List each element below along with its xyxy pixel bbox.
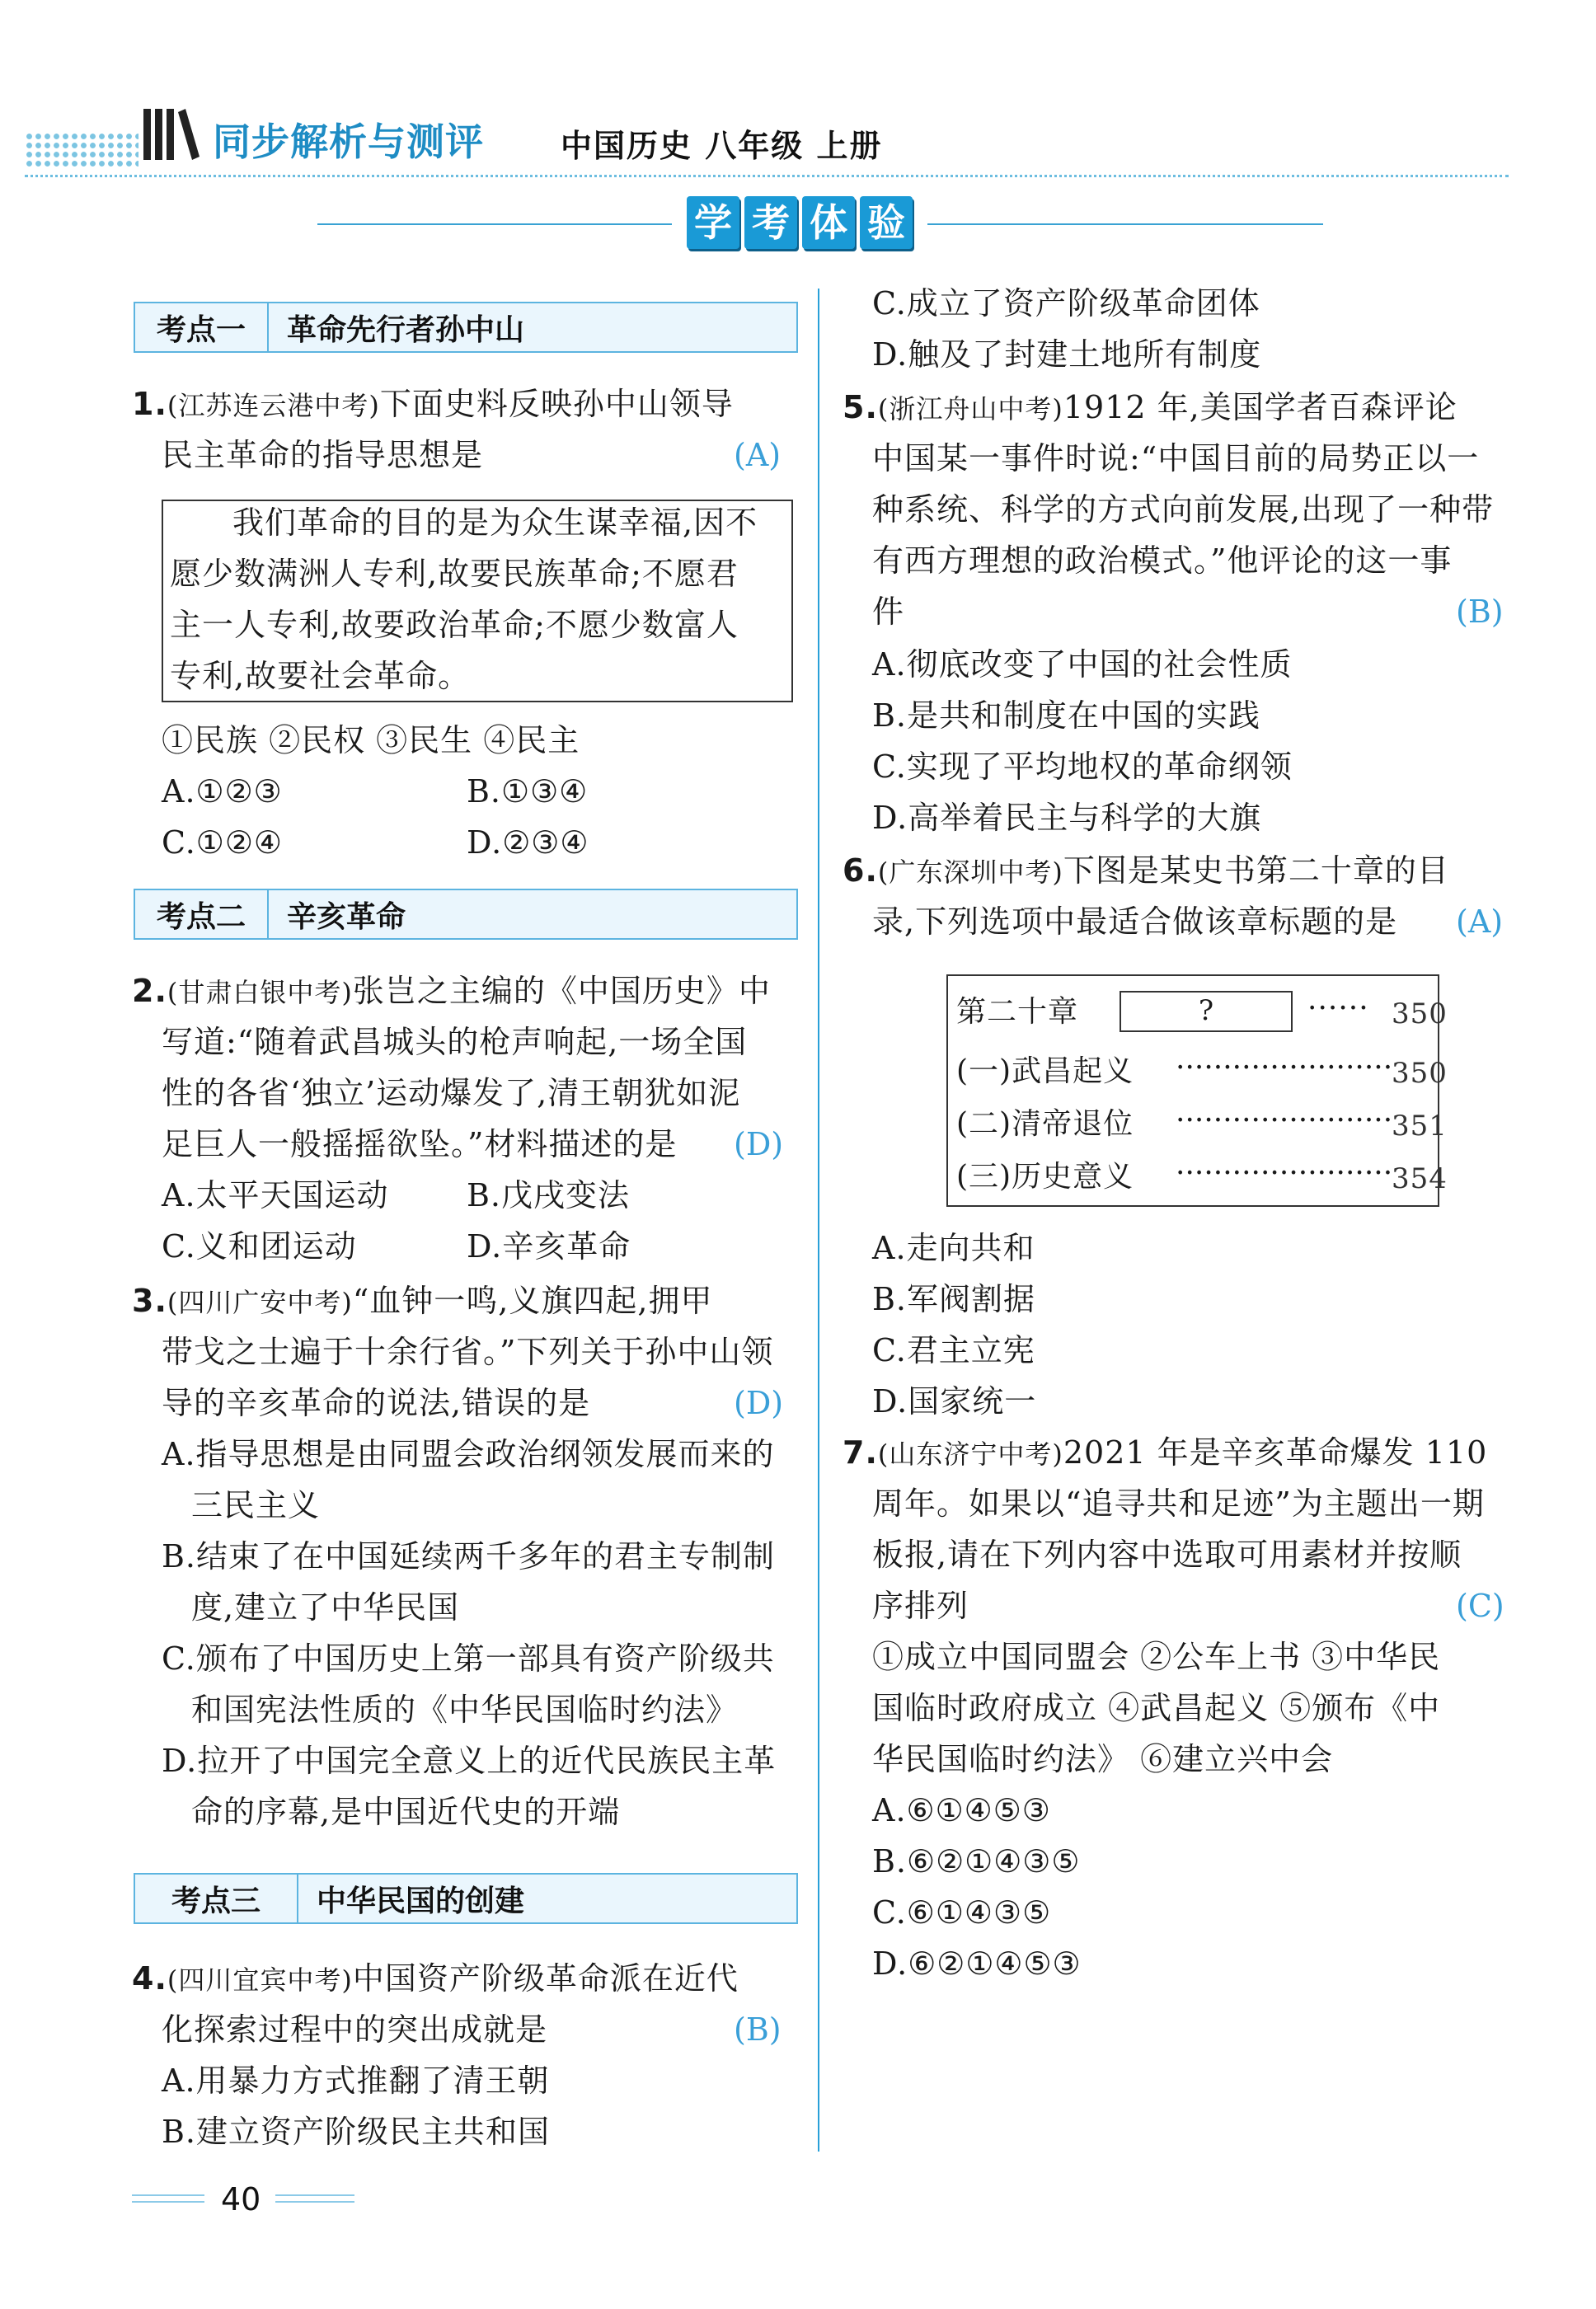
question-number: 3. bbox=[132, 1283, 167, 1319]
question-text: 性的各省‘独立’运动爆发了,清王朝犹如泥 bbox=[162, 1075, 741, 1111]
section-key: 考点二 bbox=[135, 890, 269, 938]
q4-line-1 bbox=[132, 1959, 739, 2000]
question-text: 板报,请在下列内容中选取可用素材并按顺 bbox=[872, 1537, 1462, 1573]
option-d-cont: 命的序幕,是中国近代史的开端 bbox=[191, 1794, 621, 1830]
footer-lines-right bbox=[275, 2194, 354, 2208]
header-rule bbox=[25, 175, 1509, 177]
page-number: 40 bbox=[221, 2181, 261, 2217]
q7-items: 国临时政府成立 ④武昌起义 ⑤颁布《中 bbox=[872, 1690, 1441, 1726]
question-text: 1912 年,美国学者百森评论 bbox=[1063, 389, 1458, 425]
question-text: 下图是某史书第二十章的目 bbox=[1063, 852, 1449, 889]
toc-dots: ······················· bbox=[1176, 1157, 1393, 1190]
band-char: 学 bbox=[687, 196, 739, 249]
quote-line: 愿少数满洲人专利,故要民族革命;不愿君 bbox=[170, 556, 739, 592]
option-b: B.结束了在中国延续两千多年的君主专制制 bbox=[162, 1538, 776, 1575]
question-text: 化探索过程中的突出成就是 bbox=[162, 2011, 548, 2048]
footer-lines-left bbox=[132, 2194, 204, 2208]
band-char: 体 bbox=[802, 196, 855, 249]
option-b: B.建立资产阶级民主共和国 bbox=[162, 2114, 551, 2150]
toc-entry: (一)武昌起义 bbox=[956, 1054, 1134, 1088]
q5-line-1 bbox=[843, 387, 1458, 429]
toc-dots: ······················· bbox=[1176, 1104, 1393, 1138]
quote-line: 主一人专利,故要政治革命;不愿少数富人 bbox=[170, 607, 739, 643]
q7-items: ①成立中国同盟会 ②公车上书 ③中华民 bbox=[872, 1639, 1441, 1675]
option-d: D.②③④ bbox=[467, 824, 589, 861]
question-text: 录,下列选项中最适合做该章标题的是 bbox=[872, 903, 1398, 940]
question-text: 有西方理想的政治模式。”他评论的这一事 bbox=[872, 542, 1453, 579]
option-a: A.⑥①④⑤③ bbox=[872, 1792, 1051, 1828]
toc-blank-box: ? bbox=[1120, 991, 1293, 1032]
option-a-cont: 三民主义 bbox=[191, 1487, 321, 1523]
option-a: A.指导思想是由同盟会政治纲领发展而来的 bbox=[162, 1436, 775, 1472]
section-header-1 bbox=[134, 302, 798, 353]
q7-items: 华民国临时约法》 ⑥建立兴中会 bbox=[872, 1741, 1334, 1777]
option-c: C.实现了平均地权的革命纲领 bbox=[872, 749, 1293, 785]
band-title bbox=[687, 196, 913, 249]
q7-answer: (C) bbox=[1456, 1588, 1504, 1624]
header-dots-decoration bbox=[25, 132, 138, 168]
option-a: A.①②③ bbox=[162, 773, 283, 810]
band-char: 考 bbox=[744, 196, 797, 249]
section-title: 辛亥革命 bbox=[287, 899, 406, 934]
toc-page: 350 bbox=[1392, 997, 1448, 1030]
question-source: (四川广安中考) bbox=[167, 1287, 353, 1318]
question-text: 中国某一事件时说:“中国目前的局势正以一 bbox=[872, 440, 1480, 476]
option-d: D.国家统一 bbox=[872, 1383, 1037, 1420]
question-text: 件 bbox=[872, 594, 905, 630]
question-number: 7. bbox=[843, 1434, 878, 1471]
question-source: (山东济宁中考) bbox=[877, 1438, 1063, 1470]
toc-chapter-label: 第二十章 bbox=[956, 995, 1079, 1029]
option-d: D.⑥②①④⑤③ bbox=[872, 1945, 1082, 1982]
toc-dots: ······ bbox=[1307, 992, 1369, 1025]
q3-line-1 bbox=[132, 1281, 712, 1322]
section-header-2 bbox=[134, 889, 798, 940]
brand-title: 同步解析与测评 bbox=[213, 120, 484, 164]
column-divider bbox=[818, 289, 819, 2152]
option-c: C.颁布了中国历史上第一部具有资产阶级共 bbox=[162, 1640, 775, 1677]
toc-entry: (二)清帝退位 bbox=[956, 1107, 1134, 1141]
question-number: 2. bbox=[132, 973, 167, 1009]
section-key: 考点一 bbox=[135, 303, 269, 351]
band-line-right bbox=[927, 223, 1323, 225]
q6-line-1 bbox=[843, 851, 1449, 892]
question-number: 6. bbox=[843, 852, 878, 889]
question-text: 张岂之主编的《中国历史》中 bbox=[352, 973, 771, 1009]
option-c: C.君主立宪 bbox=[872, 1332, 1035, 1368]
band-char: 验 bbox=[860, 196, 913, 249]
subject-title: 中国历史 八年级 上册 bbox=[561, 128, 883, 164]
option-b: B.军阀割据 bbox=[872, 1281, 1036, 1317]
option-c: C.成立了资产阶级革命团体 bbox=[872, 285, 1260, 321]
section-header-3 bbox=[134, 1873, 798, 1924]
option-b: B.⑥②①④③⑤ bbox=[872, 1843, 1081, 1880]
question-source: (江苏连云港中考) bbox=[167, 390, 380, 421]
option-a: A.彻底改变了中国的社会性质 bbox=[872, 646, 1293, 683]
question-text: “血钟一鸣,义旗四起,拥甲 bbox=[352, 1283, 713, 1319]
q2-line-1 bbox=[132, 971, 771, 1012]
option-d: D.高举着民主与科学的大旗 bbox=[872, 800, 1262, 836]
option-b: B.①③④ bbox=[467, 773, 589, 810]
option-b: B.戊戌变法 bbox=[467, 1177, 631, 1213]
option-d: D.触及了封建土地所有制度 bbox=[872, 336, 1262, 373]
q1-items: ①民族 ②民权 ③民生 ④民主 bbox=[162, 722, 580, 758]
question-text: 中国资产阶级革命派在近代 bbox=[352, 1960, 739, 1997]
question-number: 5. bbox=[843, 389, 878, 425]
question-number: 1. bbox=[132, 386, 167, 422]
option-c-cont: 和国宪法性质的《中华民国临时约法》 bbox=[191, 1692, 739, 1728]
question-text: 带戈之士遍于十余行省。”下列关于孙中山领 bbox=[162, 1334, 774, 1370]
section-band bbox=[317, 196, 1323, 254]
toc-dots: ······················· bbox=[1176, 1051, 1393, 1085]
q3-answer: (D) bbox=[734, 1385, 784, 1421]
option-c: C.①②④ bbox=[162, 824, 283, 861]
section-title: 中华民国的创建 bbox=[317, 1884, 525, 1918]
quote-line: 专利,故要社会革命。 bbox=[170, 658, 471, 694]
question-source: (四川宜宾中考) bbox=[167, 1964, 353, 1996]
question-text: 写道:“随着武昌城头的枪声响起,一场全国 bbox=[162, 1024, 748, 1060]
option-d: D.拉开了中国完全意义上的近代民族民主革 bbox=[162, 1743, 777, 1779]
q1-answer: (A) bbox=[734, 437, 782, 473]
question-text: 周年。如果以“追寻共和足迹”为主题出一期 bbox=[872, 1485, 1485, 1522]
q5-answer: (B) bbox=[1456, 594, 1504, 630]
band-line-left bbox=[317, 223, 672, 225]
option-d: D.辛亥革命 bbox=[467, 1228, 631, 1265]
question-text: 2021 年是辛亥革命爆发 110 bbox=[1063, 1434, 1488, 1471]
section-title: 革命先行者孙中山 bbox=[287, 312, 525, 347]
option-b: B.是共和制度在中国的实践 bbox=[872, 697, 1261, 734]
toc-page: 351 bbox=[1392, 1110, 1448, 1143]
option-c: C.⑥①④③⑤ bbox=[872, 1894, 1052, 1931]
q1-line-1 bbox=[132, 384, 734, 425]
option-b-cont: 度,建立了中华民国 bbox=[191, 1589, 460, 1626]
question-text: 导的辛亥革命的说法,错误的是 bbox=[162, 1385, 591, 1421]
question-text: 足巨人一般摇摇欲坠。”材料描述的是 bbox=[162, 1126, 678, 1162]
question-text: 下面史料反映孙中山领导 bbox=[379, 386, 734, 422]
toc-page: 350 bbox=[1392, 1057, 1448, 1090]
question-text: 种系统、科学的方式向前发展,出现了一种带 bbox=[872, 491, 1495, 528]
section-key: 考点三 bbox=[135, 1875, 298, 1922]
q7-line-1 bbox=[843, 1433, 1487, 1474]
question-text: 序排列 bbox=[872, 1588, 969, 1624]
option-a: A.太平天国运动 bbox=[162, 1177, 389, 1213]
question-source: (甘肃白银中考) bbox=[167, 977, 353, 1008]
option-c: C.义和团运动 bbox=[162, 1228, 357, 1265]
quote-line: 我们革命的目的是为众生谋幸福,因不 bbox=[232, 505, 758, 541]
question-source: (广东深圳中考) bbox=[877, 856, 1063, 888]
question-source: (浙江舟山中考) bbox=[877, 393, 1063, 425]
toc-entry: (三)历史意义 bbox=[956, 1160, 1134, 1194]
q1-line-2: 民主革命的指导思想是 bbox=[162, 437, 484, 473]
question-number: 4. bbox=[132, 1960, 167, 1997]
book-stack-icon bbox=[142, 106, 201, 163]
option-a: A.用暴力方式推翻了清王朝 bbox=[162, 2063, 550, 2099]
q4-answer: (B) bbox=[734, 2011, 782, 2048]
option-a: A.走向共和 bbox=[872, 1230, 1035, 1266]
q6-answer: (A) bbox=[1456, 903, 1504, 940]
q2-answer: (D) bbox=[734, 1126, 784, 1162]
toc-page: 354 bbox=[1392, 1162, 1448, 1195]
